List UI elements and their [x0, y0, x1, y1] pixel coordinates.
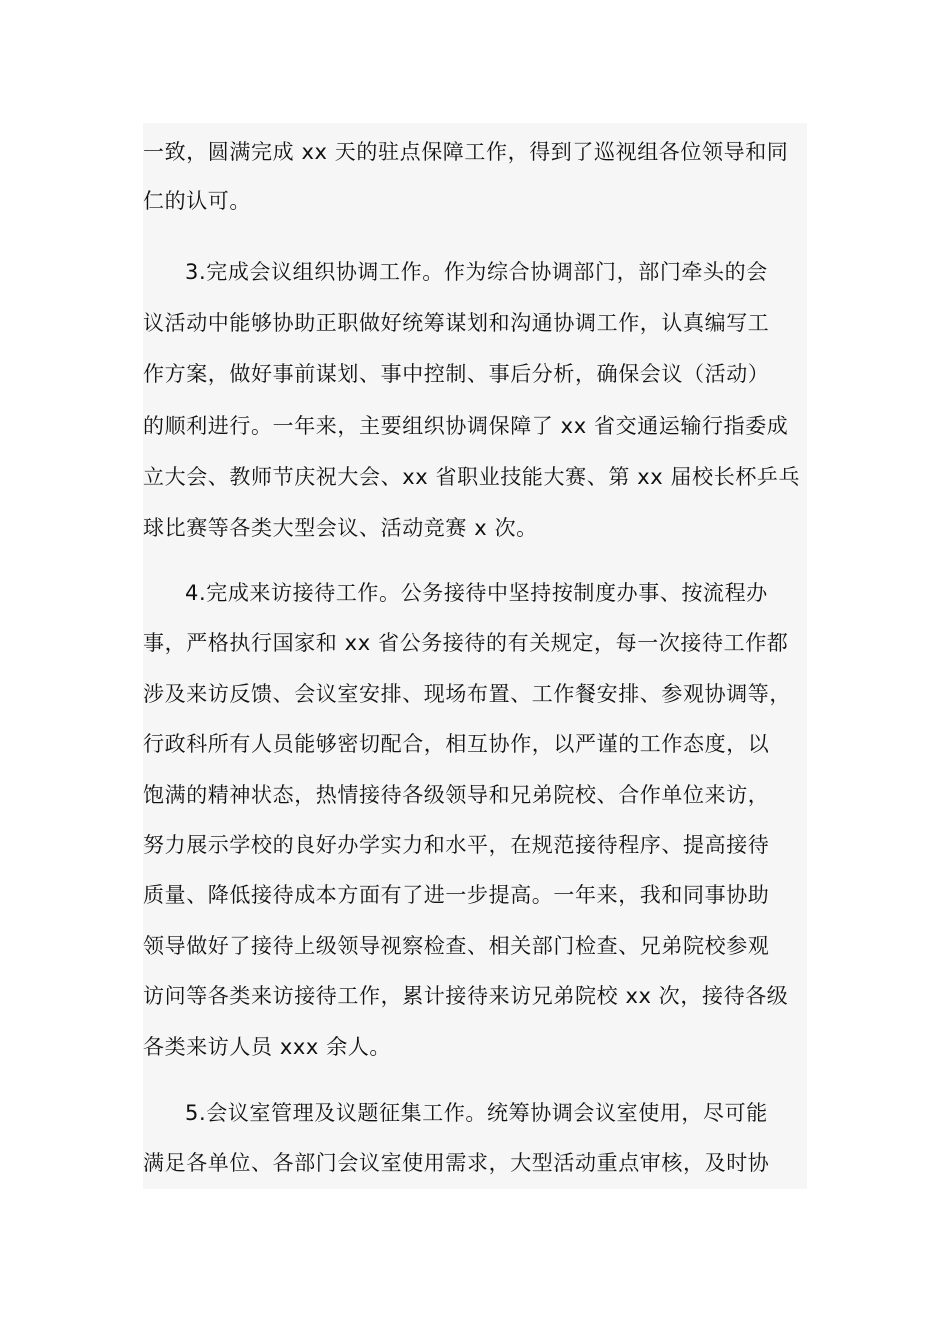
text-line: 满足各单位、各部门会议室使用需求，大型活动重点审核，及时协 — [143, 1151, 770, 1175]
text-line: 领导做好了接待上级领导视察检查、相关部门检查、兄弟院校参观 — [143, 933, 770, 958]
text-line: 作方案，做好事前谋划、事中控制、事后分析，确保会议（活动） — [143, 362, 770, 387]
text-line: 饱满的精神状态，热情接待各级领导和兄弟院校、合作单位来访， — [143, 782, 770, 807]
text-line: 仁的认可。 — [143, 189, 251, 213]
text-line: 质量、降低接待成本方面有了进一步提高。一年来，我和同事协助 — [143, 883, 770, 908]
text-line: 访问等各类来访接待工作，累计接待来访兄弟院校 xx 次，接待各级 — [143, 984, 789, 1009]
document-text-block — [143, 123, 807, 1189]
text-line: 行政科所有人员能够密切配合，相互协作，以严谨的工作态度，以 — [143, 732, 770, 757]
text-line: 一致，圆满完成 xx 天的驻点保障工作，得到了巡视组各位领导和同 — [143, 140, 789, 164]
text-line: 事，严格执行国家和 xx 省公务接待的有关规定，每一次接待工作都 — [143, 631, 789, 656]
text-line: 5.会议室管理及议题征集工作。统筹协调会议室使用，尽可能 — [185, 1101, 768, 1125]
text-line: 4.完成来访接待工作。公务接待中坚持按制度办事、按流程办 — [185, 581, 768, 605]
text-line: 球比赛等各类大型会议、活动竞赛 x 次。 — [143, 516, 538, 540]
text-line: 3.完成会议组织协调工作。作为综合协调部门，部门牵头的会 — [185, 260, 768, 284]
text-line: 的顺利进行。一年来，主要组织协调保障了 xx 省交通运输行指委成 — [143, 413, 789, 438]
text-line: 涉及来访反馈、会议室安排、现场布置、工作餐安排、参观协调等， — [143, 681, 791, 706]
text-line: 议活动中能够协助正职做好统筹谋划和沟通协调工作，认真编写工 — [143, 311, 770, 336]
text-line: 各类来访人员 xxx 余人。 — [143, 1034, 392, 1059]
text-line: 努力展示学校的良好办学实力和水平，在规范接待程序、提高接待 — [143, 833, 770, 857]
text-line: 立大会、教师节庆祝大会、xx 省职业技能大赛、第 xx 届校长杯乒乓 — [143, 464, 801, 489]
